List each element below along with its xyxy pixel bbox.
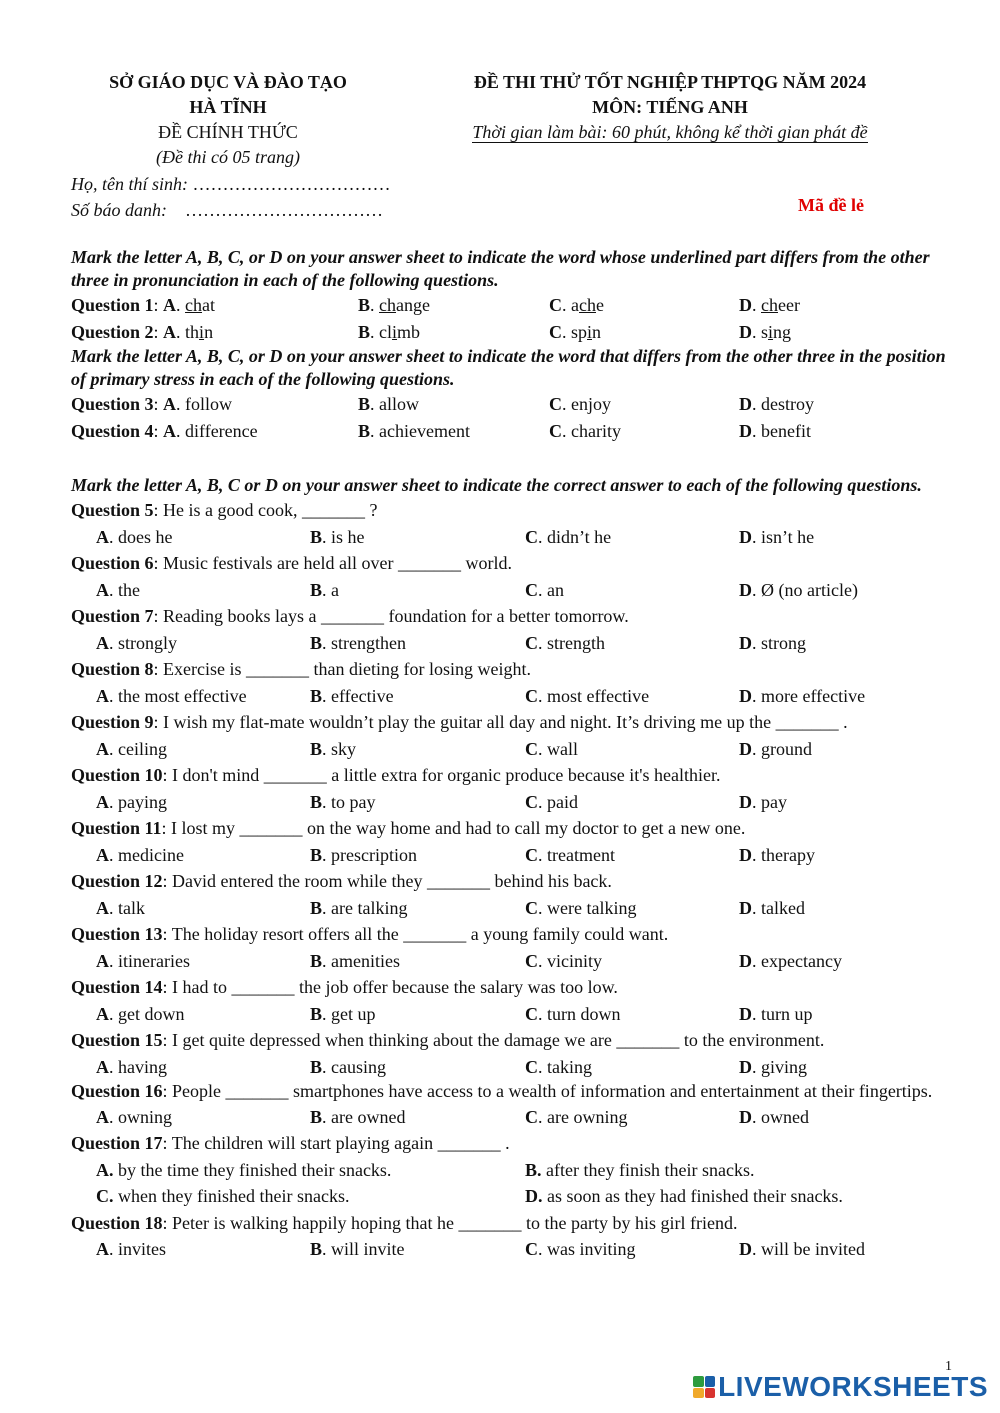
question-12: Question 12: David entered the room while they _______ behind his back. A. talk B. are talking C. were talking D. talked — [71, 868, 956, 921]
option-b[interactable]: causing — [331, 1056, 386, 1077]
question-text: I don't mind _______ a little extra for organic produce because it's healthier. — [172, 765, 721, 785]
question-17: Question 17: The children will start playing again _______ . A. by the time they finished their snacks. B. after they finish their snacks. C. when they finished their snacks. D. as soon as they had finished their snacks. — [71, 1130, 956, 1210]
option-a[interactable]: medicine — [118, 844, 184, 865]
option-c[interactable]: were talking — [547, 897, 637, 918]
option-letter: B — [310, 632, 323, 653]
option-c[interactable]: didn’t he — [547, 526, 612, 547]
option-letter: C — [525, 579, 538, 600]
option-letter: D — [739, 632, 752, 653]
question-label: Question 14 — [71, 977, 163, 997]
question-text: People _______ smartphones have access to a wealth of information and entertainment at their fingertips. — [172, 1081, 933, 1101]
options-row: A. medicine B. prescription C. treatment D. therapy — [96, 844, 815, 865]
option-letter: B — [310, 579, 323, 600]
option-letter: A — [163, 295, 177, 315]
option-c[interactable]: are owning — [547, 1106, 628, 1127]
option-b[interactable]: will invite — [331, 1239, 405, 1259]
question-label: Question 17 — [71, 1133, 163, 1153]
option-c[interactable]: enjoy — [571, 394, 611, 414]
question-text: The children will start playing again _______ . — [171, 1133, 510, 1153]
option-letter: D — [525, 1186, 538, 1206]
candidate-id-row[interactable] — [71, 197, 571, 223]
options-row: A. invites B. will invite C. was inviting D. will be invited — [96, 1239, 865, 1259]
options-row: A. ceiling B. sky C. wall D. ground — [96, 738, 812, 759]
option-a[interactable]: get down — [118, 1003, 185, 1024]
option-letter: A — [96, 632, 109, 653]
underlined-part: i — [392, 321, 398, 342]
question-3: Question 3: A. follow B. allow C. enjoy D. destroy — [71, 394, 814, 414]
option-d[interactable]: turn up — [761, 1003, 813, 1024]
option-d[interactable]: as soon as they had finished their snacks. — [547, 1186, 843, 1206]
option-c[interactable]: most effective — [547, 685, 650, 706]
option-letter: D — [739, 1106, 752, 1127]
question-label: Question 9 — [71, 712, 154, 732]
exam-code: Mã đề lẻ — [798, 195, 864, 215]
option-letter: B — [310, 844, 323, 865]
option-letter: B — [310, 738, 323, 759]
option-letter: B — [358, 321, 371, 342]
question-label: Question 1 — [71, 295, 154, 315]
option-b[interactable]: is he — [331, 526, 365, 547]
options-row: A. by the time they finished their snacks. B. after they finish their snacks. — [96, 1159, 755, 1180]
exam-content — [71, 246, 956, 1263]
question-text: David entered the room while they _______ behind his back. — [172, 871, 612, 891]
option-letter: C — [525, 1239, 538, 1259]
option-letter: C — [525, 1106, 538, 1127]
option-letter: A — [96, 844, 109, 865]
option-letter: D — [739, 526, 752, 547]
option-letter: B — [310, 685, 323, 706]
option-d[interactable]: owned — [761, 1106, 809, 1127]
question-label: Question 8 — [71, 659, 154, 679]
option-letter: C — [549, 420, 562, 441]
option-letter: C — [549, 295, 562, 315]
option-b[interactable]: prescription — [331, 844, 417, 865]
option-b[interactable]: amenities — [331, 950, 400, 971]
candidate-info — [71, 171, 571, 223]
option-a[interactable]: by the time they finished their snacks. — [118, 1159, 392, 1180]
option-b[interactable]: are owned — [331, 1106, 406, 1127]
underlined-part: ch — [185, 295, 203, 315]
option-letter: C — [525, 738, 538, 759]
instruction-grammar: Mark the letter A, B, C or D on your answer sheet to indicate the correct answer to each of the following questions. — [71, 475, 922, 495]
option-letter: C — [525, 950, 538, 971]
option-d[interactable]: destroy — [761, 394, 814, 414]
option-letter: A — [96, 738, 109, 759]
option-d[interactable]: pay — [761, 791, 787, 812]
question-text: Music festivals are held all over _______ world. — [163, 553, 512, 573]
exam-title: ĐỀ THI THỬ TỐT NGHIỆP THPTQG NĂM 2024 — [473, 72, 867, 92]
option-letter: B — [525, 1159, 538, 1180]
option-a[interactable]: difference — [185, 420, 258, 441]
option-letter: B — [310, 1056, 323, 1077]
question-11: Question 11: I lost my _______ on the way home and had to call my doctor to get a new one. A. medicine B. prescription C. treatment D. therapy — [71, 815, 956, 868]
options-row: A. paying B. to pay C. paid D. pay — [96, 791, 787, 812]
question-text: I lost my _______ on the way home and had to call my doctor to get a new one. — [171, 818, 746, 838]
option-letter: A — [96, 1159, 109, 1180]
option-a[interactable]: invites — [118, 1239, 166, 1259]
option-c[interactable]: ache — [571, 295, 604, 315]
question-14: Question 14: I had to _______ the job offer because the salary was too low. A. get down B. get up C. turn down D. turn up — [71, 974, 956, 1027]
header-right — [440, 70, 900, 145]
options-row: A. the most effective B. effective C. most effective D. more effective — [96, 685, 866, 706]
option-letter: D — [739, 791, 752, 812]
option-b[interactable]: effective — [331, 685, 394, 706]
option-letter: D — [739, 420, 752, 441]
question-text: I wish my flat-mate wouldn’t play the guitar all day and night. It’s driving me up the _______ . — [163, 712, 848, 732]
question-label: Question 6 — [71, 553, 154, 573]
option-letter: B — [310, 950, 323, 971]
option-b[interactable]: climb — [379, 321, 421, 342]
option-letter: C — [525, 844, 538, 865]
question-10: Question 10: I don't mind _______ a little extra for organic produce because it's healthier. A. paying B. to pay C. paid D. pay — [71, 762, 956, 815]
question-label: Question 12 — [71, 871, 163, 891]
option-letter: D — [739, 844, 752, 865]
option-a[interactable]: having — [118, 1056, 167, 1077]
question-text: Reading books lays a _______ foundation for a better tomorrow. — [163, 606, 629, 626]
option-letter: D — [739, 579, 752, 600]
option-d[interactable]: ground — [761, 738, 812, 759]
option-letter: C — [549, 394, 562, 414]
options-row: C. when they finished their snacks. D. as soon as they had finished their snacks. — [96, 1186, 843, 1206]
option-d[interactable]: giving — [761, 1056, 808, 1077]
option-letter: D — [739, 1239, 752, 1259]
option-letter: A — [96, 897, 109, 918]
question-2: Question 2: A. thin B. climb C. spin D. sing — [71, 321, 792, 342]
question-label: Question 3 — [71, 394, 154, 414]
option-a[interactable]: chat — [185, 295, 216, 315]
option-letter: A — [96, 1003, 109, 1024]
liveworksheets-logo-icon — [693, 1376, 715, 1398]
options-row: A. strongly B. strengthen C. strength D. strong — [96, 632, 806, 653]
question-18: Question 18: Peter is walking happily hoping that he _______ to the party by his girl friend. A. invites B. will invite C. was inviting D. will be invited — [71, 1210, 956, 1263]
candidate-name-row[interactable] — [71, 171, 571, 197]
option-d[interactable]: strong — [761, 632, 806, 653]
option-c[interactable]: treatment — [547, 844, 615, 865]
option-c[interactable]: charity — [571, 420, 621, 441]
option-letter: C — [525, 791, 538, 812]
time-allowed — [440, 120, 900, 145]
page-count-note: (Đề thi có 05 trang) — [156, 147, 300, 167]
option-letter: B — [310, 1003, 323, 1024]
option-a[interactable]: thin — [185, 321, 214, 342]
option-c[interactable]: spin — [571, 321, 602, 342]
option-letter: C — [525, 1056, 538, 1077]
question-text: Exercise is _______ than dieting for losing weight. — [163, 659, 531, 679]
question-label: Question 5 — [71, 500, 154, 520]
option-a[interactable]: the — [118, 579, 140, 600]
option-letter: D — [739, 295, 752, 315]
question-6: Question 6: Music festivals are held all over _______ world. A. the B. a C. an D. Ø (no article) — [71, 550, 956, 603]
option-letter: D — [739, 685, 752, 706]
liveworksheets-brand: LIVEWORKSHEETS — [718, 1371, 988, 1402]
option-b[interactable]: allow — [379, 394, 420, 414]
question-7: Question 7: Reading books lays a _______ foundation for a better tomorrow. A. strongly B. strengthen C. strength D. strong — [71, 603, 956, 656]
option-c[interactable]: strength — [547, 632, 605, 653]
question-text: I had to _______ the job offer because the salary was too low. — [172, 977, 618, 997]
option-c[interactable]: paid — [547, 791, 578, 812]
option-a[interactable]: follow — [185, 394, 233, 414]
option-a[interactable]: the most effective — [118, 685, 247, 706]
question-label: Question 7 — [71, 606, 154, 626]
option-letter: A — [96, 1239, 109, 1259]
option-a[interactable]: does he — [118, 526, 173, 547]
option-c[interactable]: vicinity — [547, 950, 602, 971]
option-d[interactable]: isn’t he — [761, 526, 815, 547]
option-c[interactable]: an — [547, 579, 564, 600]
option-letter: B — [310, 526, 323, 547]
option-a[interactable]: owning — [118, 1106, 172, 1127]
options-row: A. talk B. are talking C. were talking D. talked — [96, 897, 805, 918]
option-d[interactable]: expectancy — [761, 950, 842, 971]
option-a[interactable]: paying — [118, 791, 167, 812]
option-letter: B — [358, 295, 371, 315]
option-d[interactable]: will be invited — [761, 1239, 865, 1259]
question-text: Peter is walking happily hoping that he _______ to the party by his girl friend. — [172, 1212, 738, 1233]
underlined-part: ch — [379, 295, 397, 315]
option-a[interactable]: strongly — [118, 632, 178, 653]
question-15: Question 15: I get quite depressed when thinking about the damage we are _______ to the environment. A. having B. causing C. taking D. giving — [71, 1027, 956, 1080]
option-letter: C — [525, 632, 538, 653]
instruction-stress: Mark the letter A, B, C, or D on your answer sheet to indicate the word that differs from the other three in the position of primary stress in each of the following questions. — [71, 346, 946, 389]
option-letter: A — [96, 685, 109, 706]
option-c[interactable]: turn down — [547, 1003, 621, 1024]
option-letter: A — [163, 394, 177, 414]
option-b[interactable]: after they finish their snacks. — [546, 1159, 755, 1180]
options-row: A. the B. a C. an D. Ø (no article) — [96, 579, 858, 600]
question-8: Question 8: Exercise is _______ than dieting for losing weight. A. the most effective B. effective C. most effective D. more effective — [71, 656, 956, 709]
option-b[interactable]: change — [379, 295, 430, 315]
option-letter: C — [549, 321, 562, 342]
question-label: Question 13 — [71, 924, 163, 944]
option-letter: C — [525, 1003, 538, 1024]
province-name: HÀ TĨNH — [189, 97, 267, 117]
question-1: Question 1: A. chat B. change C. ache D. cheer — [71, 295, 800, 315]
question-label: Question 10 — [71, 765, 163, 785]
option-letter: D — [739, 897, 752, 918]
question-label: Question 18 — [71, 1212, 163, 1233]
options-row: A. itineraries B. amenities C. vicinity D. expectancy — [96, 950, 842, 971]
question-label: Question 15 — [71, 1030, 163, 1050]
option-a[interactable]: itineraries — [118, 950, 190, 971]
question-9: Question 9: I wish my flat-mate wouldn’t play the guitar all day and night. It’s driving me up the _______ . A. ceiling B. sky C. wall D. ground — [71, 709, 956, 762]
option-letter: C — [525, 897, 538, 918]
underlined-part: i — [768, 321, 774, 342]
option-a[interactable]: talk — [118, 897, 145, 918]
underlined-part: i — [199, 321, 205, 342]
option-a[interactable]: ceiling — [118, 738, 167, 759]
option-letter: B — [358, 394, 371, 414]
option-letter: C — [525, 526, 538, 547]
option-b[interactable]: a — [331, 579, 340, 600]
option-letter: A — [96, 791, 109, 812]
option-letter: A — [96, 1056, 109, 1077]
candidate-id-field[interactable]: …………………………… — [185, 200, 383, 220]
option-d[interactable]: talked — [761, 897, 805, 918]
option-b[interactable]: achievement — [379, 420, 470, 441]
question-label: Question 4 — [71, 420, 154, 441]
page-number: 1 — [945, 1359, 952, 1374]
option-letter: C — [525, 685, 538, 706]
candidate-id-label: Số báo danh: — [71, 200, 167, 220]
option-letter: D — [739, 950, 752, 971]
question-label: Question 2 — [71, 321, 154, 342]
option-b[interactable]: to pay — [331, 791, 376, 812]
options-row: A. owning B. are owned C. are owning D. owned — [96, 1106, 809, 1127]
candidate-name-field[interactable]: …………………………… — [192, 174, 391, 194]
option-letter: D — [739, 1056, 752, 1077]
question-list — [71, 497, 956, 1080]
underlined-part: ch — [579, 295, 596, 315]
option-letter: B — [310, 897, 323, 918]
option-letter: A — [96, 950, 109, 971]
option-letter: A — [96, 579, 109, 600]
option-letter: D — [739, 1003, 752, 1024]
candidate-name-label: Họ, tên thí sinh: — [71, 174, 188, 194]
underlined-part: ch — [761, 295, 778, 315]
option-c[interactable]: was inviting — [547, 1239, 636, 1259]
option-letter: C — [96, 1186, 109, 1206]
option-d[interactable]: sing — [761, 321, 792, 342]
subject-name: MÔN: TIẾNG ANH — [592, 97, 748, 117]
official-label: ĐỀ CHÍNH THỨC — [158, 122, 298, 142]
option-letter: B — [310, 791, 323, 812]
liveworksheets-footer[interactable] — [693, 1371, 988, 1403]
question-text: I get quite depressed when thinking about the damage we are _______ to the environment. — [172, 1030, 825, 1050]
question-text: He is a good cook, _______ ? — [163, 500, 378, 520]
option-letter: D — [739, 738, 752, 759]
question-16: Question 16: People _______ smartphones have access to a wealth of information and entertainment at their fingertips. A. owning B. are owned C. are owning D. owned — [71, 1080, 956, 1130]
option-d[interactable]: cheer — [761, 295, 800, 315]
question-text: The holiday resort offers all the _______ a young family could want. — [171, 924, 669, 944]
question-4: Question 4: A. difference B. achievement C. charity D. benefit — [71, 420, 811, 441]
option-c[interactable]: taking — [547, 1056, 592, 1077]
option-b[interactable]: get up — [331, 1003, 376, 1024]
option-b[interactable]: are talking — [331, 897, 408, 918]
options-row: A. does he B. is he C. didn’t he D. isn’t he — [96, 526, 815, 547]
option-letter: D — [739, 321, 752, 342]
header-left — [70, 70, 386, 170]
department-name: SỞ GIÁO DỤC VÀ ĐÀO TẠO — [109, 72, 347, 92]
option-letter: A — [96, 526, 109, 547]
option-b[interactable]: strengthen — [331, 632, 406, 653]
option-letter: B — [310, 1239, 323, 1259]
options-row: A. get down B. get up C. turn down D. turn up — [96, 1003, 813, 1024]
option-letter: A — [96, 1106, 109, 1127]
question-label: Question 11 — [71, 818, 162, 838]
option-b[interactable]: sky — [331, 738, 357, 759]
option-c[interactable]: when they finished their snacks. — [118, 1186, 350, 1206]
option-letter: D — [739, 394, 752, 414]
options-row: A. having B. causing C. taking D. giving — [96, 1056, 808, 1077]
option-d[interactable]: more effective — [761, 685, 866, 706]
option-letter: A — [163, 321, 177, 342]
option-letter: A — [163, 420, 177, 441]
underlined-part: i — [587, 321, 593, 342]
option-d[interactable]: therapy — [761, 844, 815, 865]
question-13: Question 13: The holiday resort offers all the _______ a young family could want. A. itineraries B. amenities C. vicinity D. expectancy — [71, 921, 956, 974]
question-5: Question 5: He is a good cook, _______ ? A. does he B. is he C. didn’t he D. isn’t he — [71, 497, 956, 550]
question-label: Question 16 — [71, 1081, 163, 1101]
instruction-pronunciation: Mark the letter A, B, C, or D on your answer sheet to indicate the word whose underlined part differs from the other three in pronunciation in each of the following questions. — [71, 247, 930, 290]
option-c[interactable]: wall — [547, 738, 578, 759]
option-d[interactable]: benefit — [761, 420, 811, 441]
option-d[interactable]: Ø (no article) — [761, 579, 858, 600]
option-letter: B — [310, 1106, 323, 1127]
option-letter: B — [358, 420, 371, 441]
time-allowed-text: Thời gian làm bài: 60 phút, không kể thời gian phát đề — [472, 122, 868, 142]
